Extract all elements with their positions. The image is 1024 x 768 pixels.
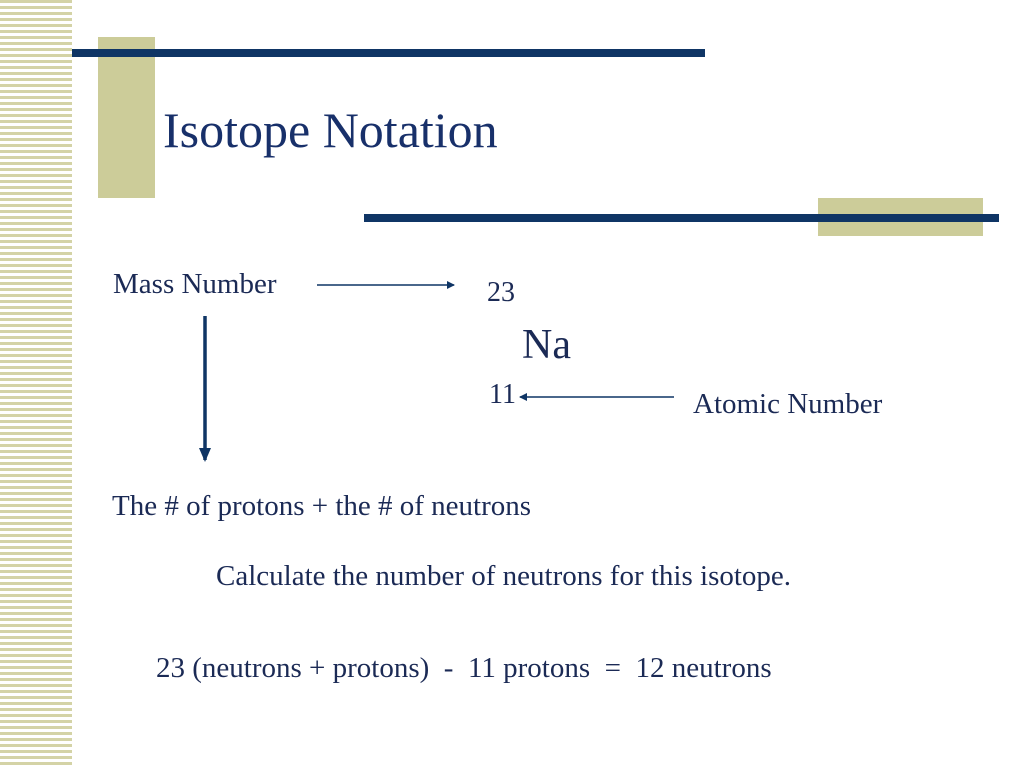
- slide-title: Isotope Notation: [163, 102, 498, 158]
- answer-text: 23 (neutrons + protons) - 11 protons = 12 neutrons: [156, 652, 772, 684]
- mass-number-value: 23: [487, 277, 515, 308]
- definition-arrowhead: [199, 448, 211, 462]
- atomic-number-value: 11: [489, 379, 516, 410]
- mass-number-label: Mass Number: [113, 268, 277, 300]
- element-symbol: Na: [522, 322, 571, 368]
- mass-number-definition: The # of protons + the # of neutrons: [112, 490, 532, 522]
- atomic-number-label: Atomic Number: [693, 388, 883, 420]
- question-text: Calculate the number of neutrons for this isotope.: [216, 560, 792, 592]
